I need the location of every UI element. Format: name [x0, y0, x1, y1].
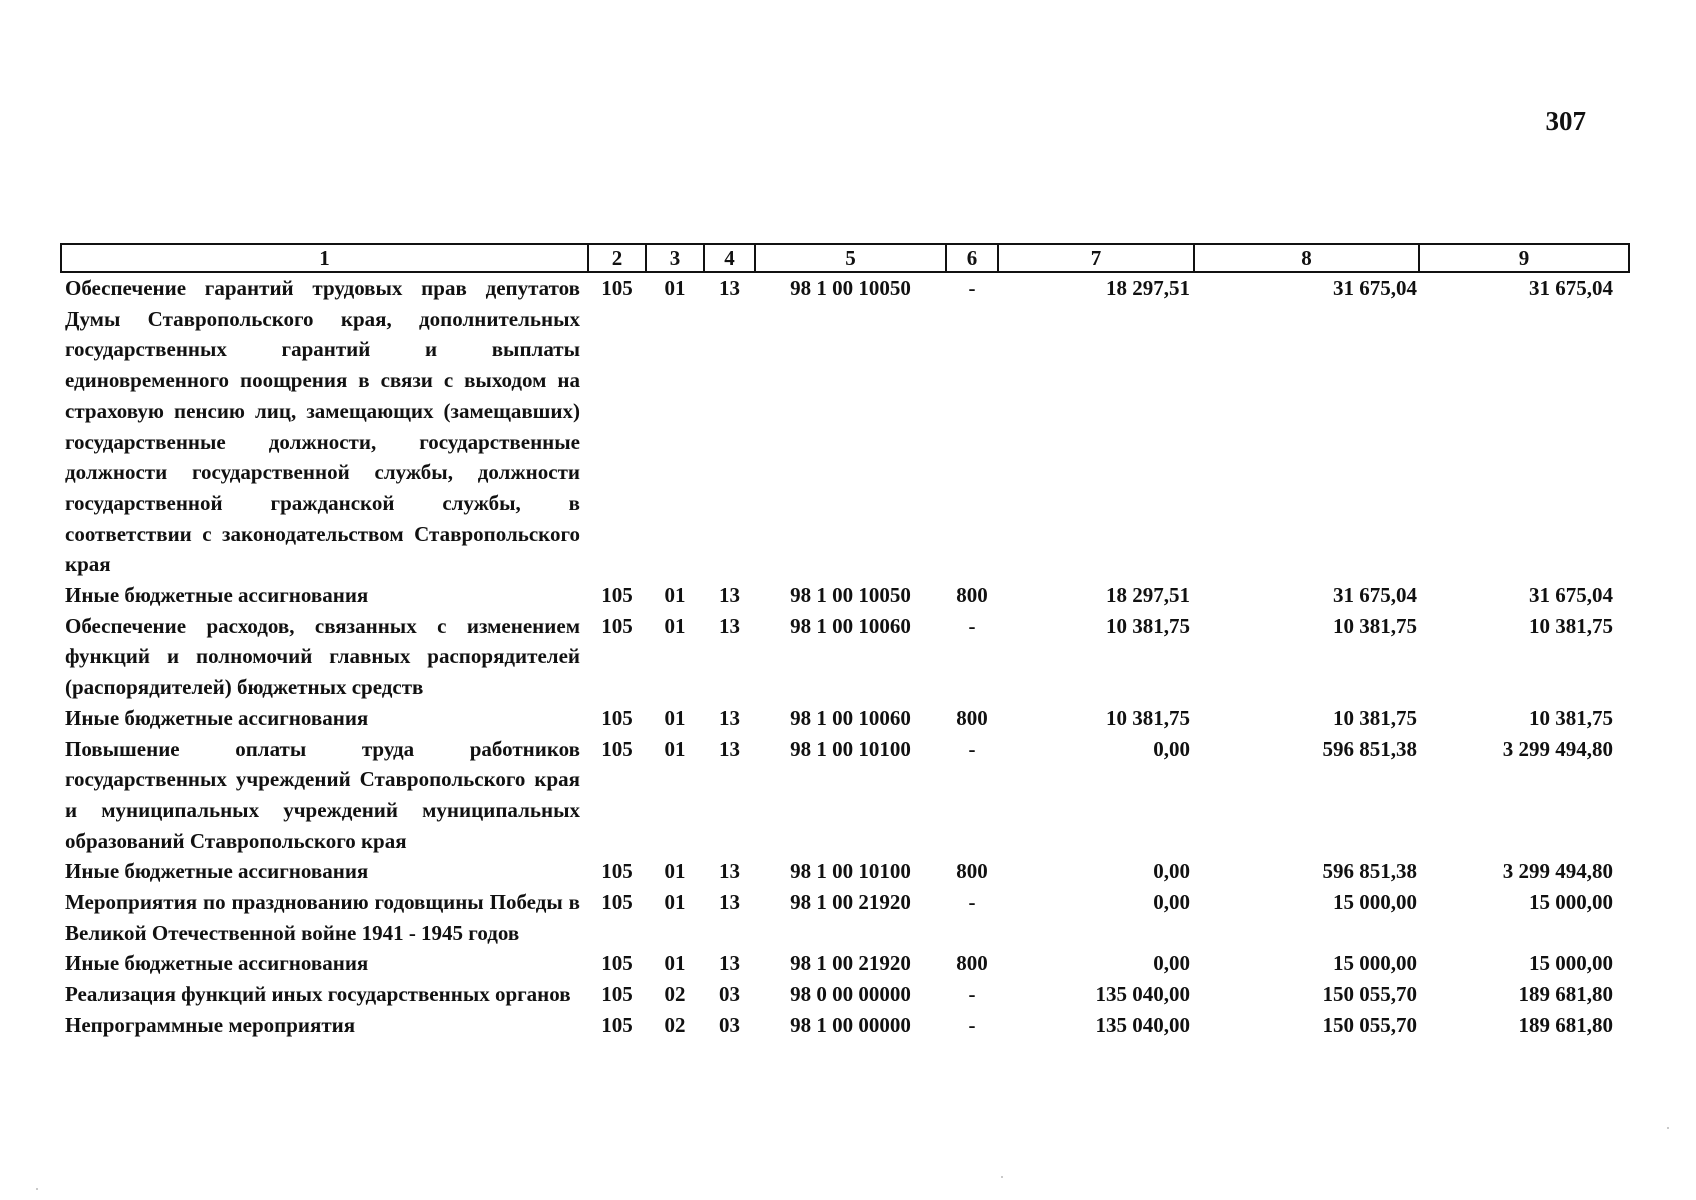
amount-col8-cell: 150 055,70 [1322, 1012, 1417, 1037]
subsection-code-cell: 13 [719, 276, 740, 300]
section-code-cell: 01 [664, 859, 686, 884]
expense-type-cell: 800 [956, 705, 988, 730]
ministry-code-cell: 105 [601, 982, 633, 1007]
subsection-code-cell: 13 [719, 705, 740, 730]
scan-speck [1001, 1176, 1003, 1178]
amount-col9-cell: 3 299 494,80 [1502, 736, 1613, 761]
target-article-cell: 98 0 00 00000 [790, 982, 911, 1007]
table-row [61, 887, 1629, 948]
table-row [61, 611, 1629, 703]
target-article-cell: 98 1 00 10050 [790, 276, 911, 300]
amount-col9-cell: 189 681,80 [1518, 982, 1613, 1007]
expense-type-cell: 800 [956, 951, 988, 976]
header-cell: 9 [1419, 244, 1629, 272]
column-number-header [61, 244, 1629, 272]
expense-type-cell: 800 [956, 583, 988, 608]
subsection-code-cell: 03 [719, 982, 740, 1007]
amount-col8-cell: 15 000,00 [1333, 951, 1417, 976]
table-row [61, 948, 1629, 979]
section-code-cell: 01 [664, 613, 686, 638]
section-code-cell: 01 [664, 951, 686, 976]
table-row [61, 703, 1629, 734]
table-row [61, 272, 1629, 580]
scan-speck [1667, 1127, 1669, 1129]
header-cell: 7 [998, 244, 1194, 272]
ministry-code-cell: 105 [601, 613, 633, 638]
section-code-cell: 01 [664, 890, 686, 915]
amount-col8-cell: 15 000,00 [1333, 890, 1417, 915]
amount-col7-cell: 0,00 [1153, 736, 1190, 761]
ministry-code-cell: 105 [601, 276, 633, 300]
expense-type-cell: 800 [956, 859, 988, 884]
header-cell: 2 [588, 244, 646, 272]
amount-col9-cell: 15 000,00 [1529, 890, 1613, 915]
amount-col9-cell: 31 675,04 [1529, 583, 1613, 608]
amount-col7-cell: 10 381,75 [1106, 613, 1190, 638]
target-article-cell: 98 1 00 00000 [790, 1012, 911, 1037]
amount-col9-cell: 10 381,75 [1529, 705, 1613, 730]
header-cell: 1 [61, 244, 588, 272]
item-name-cell: Иные бюджетные ассигнования [65, 951, 369, 976]
expense-type-cell: - [968, 736, 976, 761]
header-cell: 8 [1194, 244, 1419, 272]
table-row [61, 856, 1629, 887]
target-article-cell: 98 1 00 10050 [790, 583, 911, 608]
table-row [61, 1010, 1629, 1041]
ministry-code-cell: 105 [601, 951, 633, 976]
item-name-cell: Обеспечение гарантий трудовых прав депутатов Думы Ставропольского края, дополнительных государственных гарантий и выплаты единовременного поощрения в связи с выходом на страховую пенсию лиц, замещающих (замещавших) государственные должности, государственные должности государственной службы, должности государственной гражданской службы, в соответствии с законодательством Ставропольского края [65, 276, 580, 577]
item-name-cell: Мероприятия по празднованию годовщины Победы в Великой Отечественной войне 1941 - 1945 годов [65, 890, 580, 945]
ministry-code-cell: 105 [601, 1012, 633, 1037]
subsection-code-cell: 13 [719, 583, 740, 608]
target-article-cell: 98 1 00 21920 [790, 951, 911, 976]
amount-col7-cell: 135 040,00 [1095, 1012, 1190, 1037]
expense-type-cell: - [968, 890, 976, 915]
item-name-cell: Иные бюджетные ассигнования [65, 859, 369, 884]
target-article-cell: 98 1 00 10060 [790, 705, 911, 730]
ministry-code-cell: 105 [601, 859, 633, 884]
amount-col7-cell: 0,00 [1153, 951, 1190, 976]
subsection-code-cell: 13 [719, 859, 740, 884]
ministry-code-cell: 105 [601, 583, 633, 608]
amount-col8-cell: 150 055,70 [1322, 982, 1417, 1007]
item-name-cell: Иные бюджетные ассигнования [65, 583, 369, 608]
item-name-cell: Повышение оплаты труда работников государственных учреждений Ставропольского края и муниципальных учреждений муниципальных образований Ставропольского края [65, 736, 580, 853]
header-cell: 6 [946, 244, 998, 272]
expense-type-cell: - [968, 613, 976, 638]
target-article-cell: 98 1 00 21920 [790, 890, 911, 915]
section-code-cell: 02 [664, 1012, 686, 1037]
amount-col8-cell: 596 851,38 [1322, 736, 1417, 761]
amount-col7-cell: 18 297,51 [1106, 583, 1190, 608]
item-name-cell: Иные бюджетные ассигнования [65, 705, 369, 730]
section-code-cell: 02 [664, 982, 686, 1007]
table-row [61, 580, 1629, 611]
scan-speck [36, 1188, 38, 1190]
amount-col7-cell: 18 297,51 [1106, 276, 1190, 300]
item-name-cell: Реализация функций иных государственных органов [65, 982, 571, 1007]
amount-col8-cell: 10 381,75 [1333, 613, 1417, 638]
header-cell: 5 [755, 244, 946, 272]
expense-type-cell: - [968, 276, 976, 300]
amount-col9-cell: 189 681,80 [1518, 1012, 1613, 1037]
amount-col9-cell: 10 381,75 [1529, 613, 1613, 638]
subsection-code-cell: 03 [719, 1012, 740, 1037]
section-code-cell: 01 [664, 736, 686, 761]
table-row [61, 979, 1629, 1010]
section-code-cell: 01 [664, 705, 686, 730]
ministry-code-cell: 105 [601, 705, 633, 730]
amount-col9-cell: 15 000,00 [1529, 951, 1613, 976]
amount-col9-cell: 31 675,04 [1529, 276, 1613, 300]
ministry-code-cell: 105 [601, 736, 633, 761]
amount-col7-cell: 0,00 [1153, 859, 1190, 884]
amount-col7-cell: 0,00 [1153, 890, 1190, 915]
expense-type-cell: - [968, 982, 976, 1007]
target-article-cell: 98 1 00 10060 [790, 613, 911, 638]
subsection-code-cell: 13 [719, 613, 740, 638]
amount-col7-cell: 10 381,75 [1106, 705, 1190, 730]
item-name-cell: Обеспечение расходов, связанных с изменением функций и полномочий главных распорядителей (распорядителей) бюджетных средств [65, 613, 580, 700]
target-article-cell: 98 1 00 10100 [790, 859, 911, 884]
target-article-cell: 98 1 00 10100 [790, 736, 911, 761]
ministry-code-cell: 105 [601, 890, 633, 915]
page-number: 307 [1545, 106, 1586, 136]
section-code-cell: 01 [664, 583, 686, 608]
subsection-code-cell: 13 [719, 890, 740, 915]
amount-col8-cell: 31 675,04 [1333, 276, 1417, 300]
expense-type-cell: - [968, 1012, 976, 1037]
amount-col9-cell: 3 299 494,80 [1502, 859, 1613, 884]
budget-table [60, 243, 1630, 1041]
amount-col8-cell: 596 851,38 [1322, 859, 1417, 884]
header-cell: 4 [704, 244, 755, 272]
section-code-cell: 01 [664, 276, 686, 300]
amount-col7-cell: 135 040,00 [1095, 982, 1190, 1007]
subsection-code-cell: 13 [719, 951, 740, 976]
table-row [61, 734, 1629, 857]
amount-col8-cell: 31 675,04 [1333, 583, 1417, 608]
subsection-code-cell: 13 [719, 736, 740, 761]
item-name-cell: Непрограммные мероприятия [65, 1012, 356, 1037]
header-cell: 3 [646, 244, 704, 272]
amount-col8-cell: 10 381,75 [1333, 705, 1417, 730]
